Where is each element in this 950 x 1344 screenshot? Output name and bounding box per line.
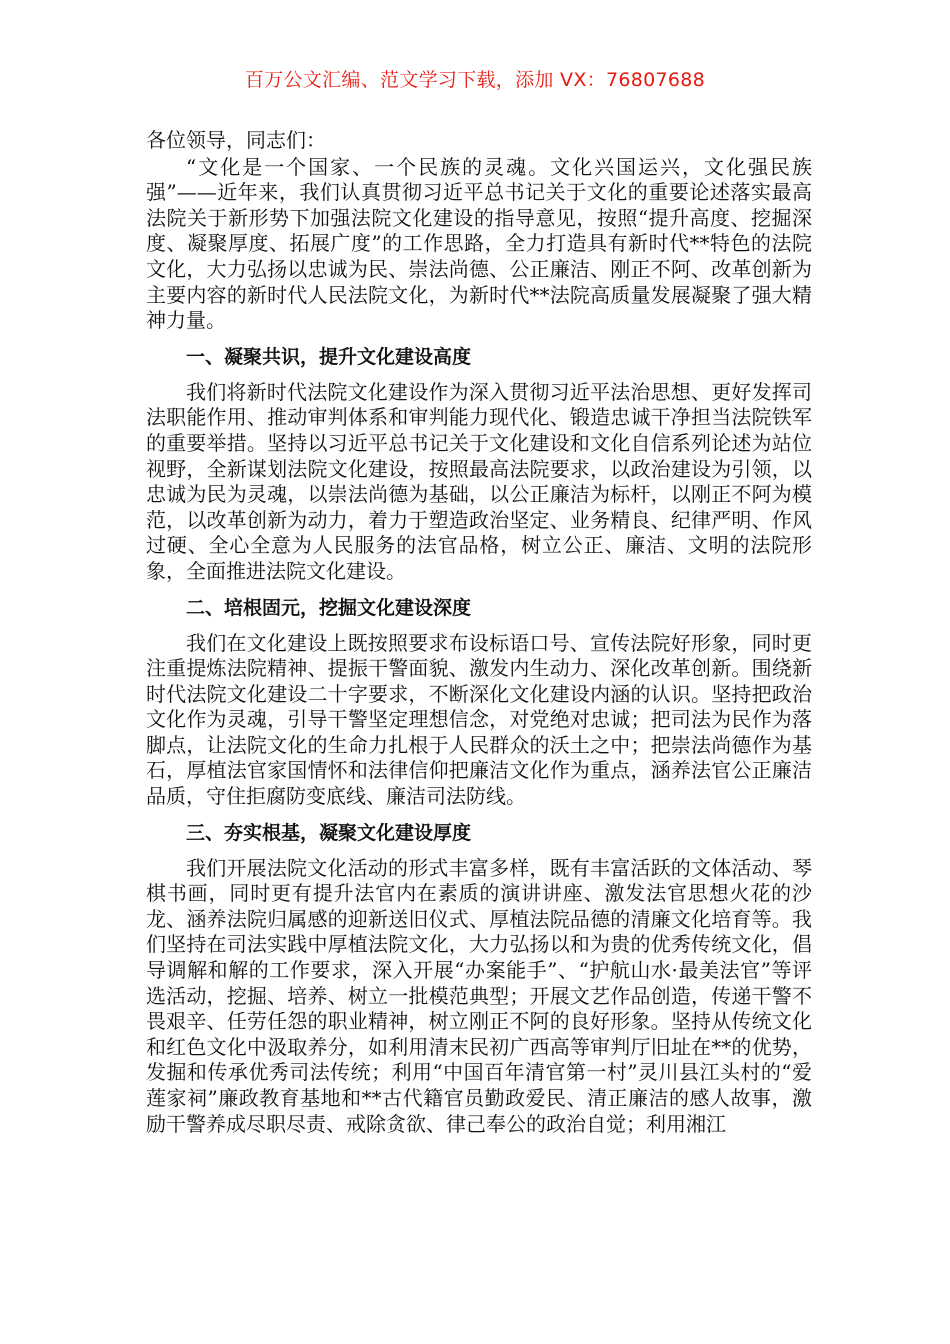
salutation: 各位领导，同志们： bbox=[146, 128, 326, 152]
section-1 bbox=[146, 344, 812, 585]
intro-paragraph: “文化是一个国家、一个民族的灵魂。文化兴国运兴，文化强民族强”——近年来，我们认真贯彻习近平总书记关于文化的重要论述落实最高法院关于新形势下加强法院文化建设的指导意见，按照“提升高度、挖掘深度、凝聚厚度、拓展广度”的工作思路，全力打造具有新时代**特色的法院文化，大力弘扬以忠诚为民、崇法尚德、公正廉洁、刚正不阿、改革创新为主要内容的新时代人民法院文化，为新时代**法院高质量发展凝聚了强大精神力量。 bbox=[146, 154, 812, 333]
section-heading: 二、培根固元，挖掘文化建设深度 bbox=[186, 596, 472, 619]
header-banner: 百万公文汇编、范文学习下载，添加 VX：76807688 bbox=[244, 69, 706, 91]
section-3 bbox=[146, 820, 812, 1138]
section-paragraph: 我们在文化建设上既按照要求布设标语口号、宣传法院好形象，同时更注重提炼法院精神、提振干警面貌、激发内生动力、深化改革创新。围绕新时代法院文化建设二十字要求，不断深化文化建设内涵的认识。坚持把政治文化作为灵魂，引导干警坚定理想信念，对党绝对忠诚；把司法为民作为落脚点，让法院文化的生命力扎根于人民群众的沃土之中；把崇法尚德作为基石，厚植法官家国情怀和法律信仰把廉洁文化作为重点，涵养法官公正廉洁品质，守住拒腐防变底线、廉洁司法防线。 bbox=[146, 630, 812, 809]
section-2 bbox=[146, 595, 812, 810]
document-body bbox=[146, 128, 812, 1137]
section-heading: 一、凝聚共识，提升文化建设高度 bbox=[186, 345, 472, 368]
section-paragraph: 我们开展法院文化活动的形式丰富多样，既有丰富活跃的文体活动、琴棋书画，同时更有提升法官内在素质的演讲讲座、激发法官思想火花的沙龙、涵养法院归属感的迎新送旧仪式、厚植法院品德的清廉文化培育等。我们坚持在司法实践中厚植法院文化，大力弘扬以和为贵的优秀传统文化，倡导调解和解的工作要求，深入开展“办案能手”、“护航山水·最美法官”等评选活动，挖掘、培养、树立一批模范典型；开展文艺作品创造，传递干警不畏艰辛、任劳任怨的职业精神，树立刚正不阿的良好形象。坚持从传统文化和红色文化中汲取养分，如利用清末民初广西高等审判厅旧址在**的优势，发掘和传承优秀司法传统；利用“中国百年清官第一村”灵川县江头村的“爱莲家祠”廉政教育基地和**古代籍官员勤政爱民、清正廉洁的感人故事，激励干警养成尽职尽责、戒除贪欲、律己奉公的政治自觉；利用湘江 bbox=[146, 855, 812, 1136]
section-paragraph: 我们将新时代法院文化建设作为深入贯彻习近平法治思想、更好发挥司法职能作用、推动审判体系和审判能力现代化、锻造忠诚干净担当法院铁军的重要举措。坚持以习近平总书记关于文化建设和文化自信系列论述为站位视野，全新谋划法院文化建设，按照最高法院要求，以政治建设为引领，以忠诚为民为灵魂，以崇法尚德为基础，以公正廉洁为标杆，以刚正不阿为模范，以改革创新为动力，着力于塑造政治坚定、业务精良、纪律严明、作风过硬、全心全意为人民服务的法官品格，树立公正、廉洁、文明的法院形象，全面推进法院文化建设。 bbox=[146, 379, 812, 583]
section-heading: 三、夯实根基，凝聚文化建设厚度 bbox=[186, 821, 472, 844]
